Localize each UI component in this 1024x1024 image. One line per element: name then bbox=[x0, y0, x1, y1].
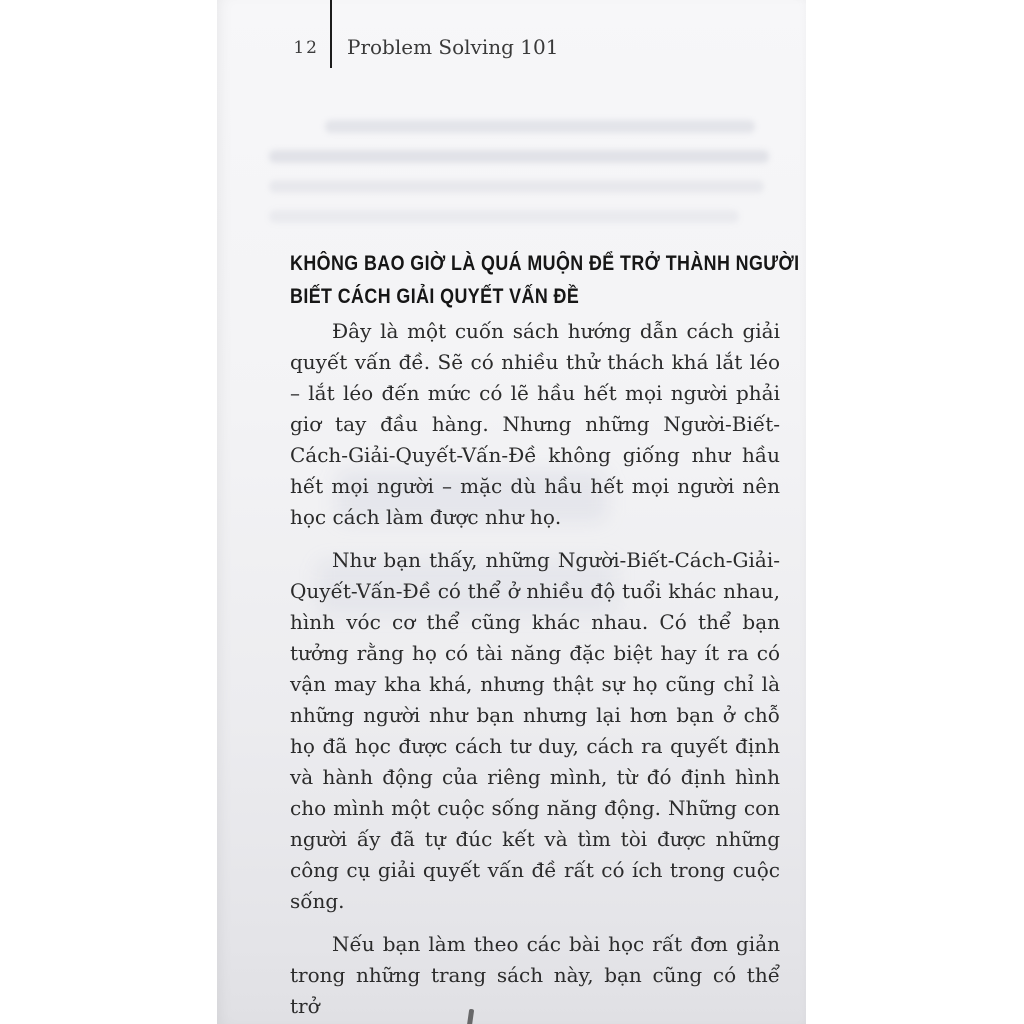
ghost-text-line bbox=[269, 210, 739, 223]
paragraph: Nếu bạn làm theo các bài học rất đơn giản trong những trang sách này, bạn cũng có thể trở bbox=[290, 932, 780, 1018]
paragraph: Như bạn thấy, những Người-Biết-Cách-Giải-Quyết-Vấn-Đề có thể ở nhiều độ tuổi khác nhau, hình vóc cơ thể cũng khác nhau. Có thể bạn tưởng rằng họ có tài năng đặc biệt hay ít ra có vận may kha khá, nhưng thật sự họ cũng chỉ là những người như bạn nhưng lại hơn bạn ở chỗ họ đã học được cách tư duy, cách ra quyết định và hành động của riêng mình, từ đó định hình cho mình một cuộc sống năng động. Những con người ấy đã tự đúc kết và tìm tòi được những công cụ giải quyết vấn đề rất có ích trong cuộc sống. bbox=[290, 548, 780, 913]
ghost-text-bleedthrough bbox=[269, 120, 774, 240]
running-header bbox=[217, 0, 806, 70]
section-heading-line-1: KHÔNG BAO GIỜ LÀ QUÁ MUỘN ĐỂ TRỞ THÀNH NGƯỜI bbox=[290, 252, 800, 275]
ghost-text-line bbox=[269, 180, 764, 193]
paragraph: Đây là một cuốn sách hướng dẫn cách giải quyết vấn đề. Sẽ có nhiều thử thách khá lắt léo – lắt léo đến mức có lẽ hầu hết mọi người phải giơ tay đầu hàng. Nhưng những Người-Biết-Cách-Giải-Quyết-Vấn-Đề không giống như hầu hết mọi người – mặc dù hầu hết mọi người nên học cách làm được như họ. bbox=[290, 319, 780, 529]
book-page-photo bbox=[217, 0, 806, 1024]
book-title: Problem Solving 101 bbox=[347, 35, 559, 59]
header-divider-rule bbox=[330, 0, 332, 68]
ghost-text-line bbox=[325, 120, 755, 133]
ghost-text-line bbox=[269, 150, 769, 163]
body-text-column bbox=[290, 316, 780, 1024]
page-number: 12 bbox=[293, 38, 319, 58]
section-heading-line-2: BIẾT CÁCH GIẢI QUYẾT VẤN ĐỀ bbox=[290, 285, 580, 308]
section-heading bbox=[290, 247, 800, 313]
